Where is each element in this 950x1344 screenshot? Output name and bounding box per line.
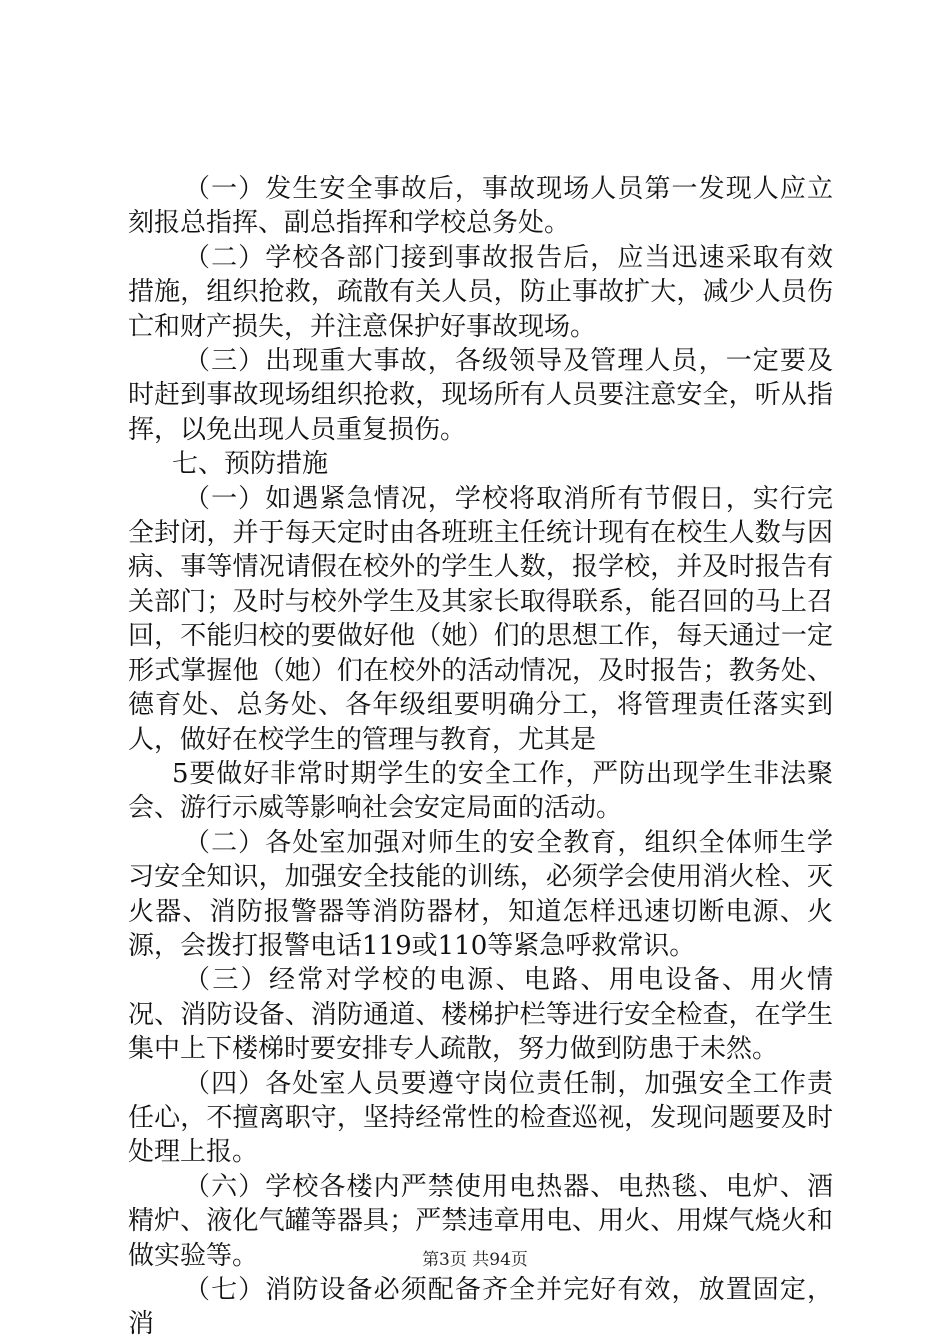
paragraph-emergency-closure: （一）如遇紧急情况，学校将取消所有节假日，实行完全封闭，并于每天定时由各班班主任统计现有在校生人数与因病、事等情况请假在校外的学生人数，报学校，并及时报告有关部门；及时与校外学生及其家长取得联系，能召回的马上召回，不能归校的要做好他（她）们的思想工作，每天通过一定形式掌握他（她）们在校外的活动情况，及时报告；教务处、德育处、总务处、各年级组要明确分工，将管理责任落实到人，做好在校学生的管理与教育，尤其是	[128, 483, 833, 755]
paragraph-fire-equipment: （七）消防设备必须配备齐全并完好有效，放置固定，消	[128, 1275, 833, 1340]
paragraph-safety-inspection: （三）经常对学校的电源、电路、用电设备、用火情况、消防设备、消防通道、楼梯护栏等进行安全检查，在学生集中上下楼梯时要安排专人疏散，努力做到防患于未然。	[128, 965, 833, 1065]
paragraph-student-safety: 5要做好非常时期学生的安全工作，严防出现学生非法聚会、游行示威等影响社会安定局面的活动。	[128, 758, 833, 824]
page-number-footer: 第3页 共94页	[422, 1250, 528, 1270]
paragraph-rescue-measures: （二）学校各部门接到事故报告后，应当迅速采取有效措施，组织抢救，疏散有关人员，防止事故扩大，减少人员伤亡和财产损失，并注意保护好事故现场。	[128, 242, 833, 342]
paragraph-prohibited-appliances: （六）学校各楼内严禁使用电热器、电热毯、电炉、酒精炉、液化气罐等器具；严禁违章用电、用火、用煤气烧火和做实验等。	[128, 1171, 833, 1271]
paragraph-major-accident: （三）出现重大事故，各级领导及管理人员，一定要及时赶到事故现场组织抢救，现场所有人员要注意安全，听从指挥，以免出现人员重复损伤。	[128, 346, 833, 445]
paragraph-job-responsibility: （四）各处室人员要遵守岗位责任制，加强安全工作责任心，不擅离职守，坚持经常性的检查巡视，发现问题要及时处理上报。	[128, 1068, 833, 1168]
paragraph-safety-education: （二）各处室加强对师生的安全教育，组织全体师生学习安全知识，加强安全技能的训练，必须学会使用消火栓、灭火器、消防报警器等消防器材，知道怎样迅速切断电源、火源，会拨打报警电话119或110等紧急呼救常识。	[128, 827, 833, 961]
section-heading-prevention: 七、预防措施	[172, 449, 329, 480]
paragraph-report-accident: （一）发生安全事故后，事故现场人员第一发现人应立刻报总指挥、副总指挥和学校总务处。	[128, 174, 833, 239]
document-body	[128, 172, 833, 1342]
